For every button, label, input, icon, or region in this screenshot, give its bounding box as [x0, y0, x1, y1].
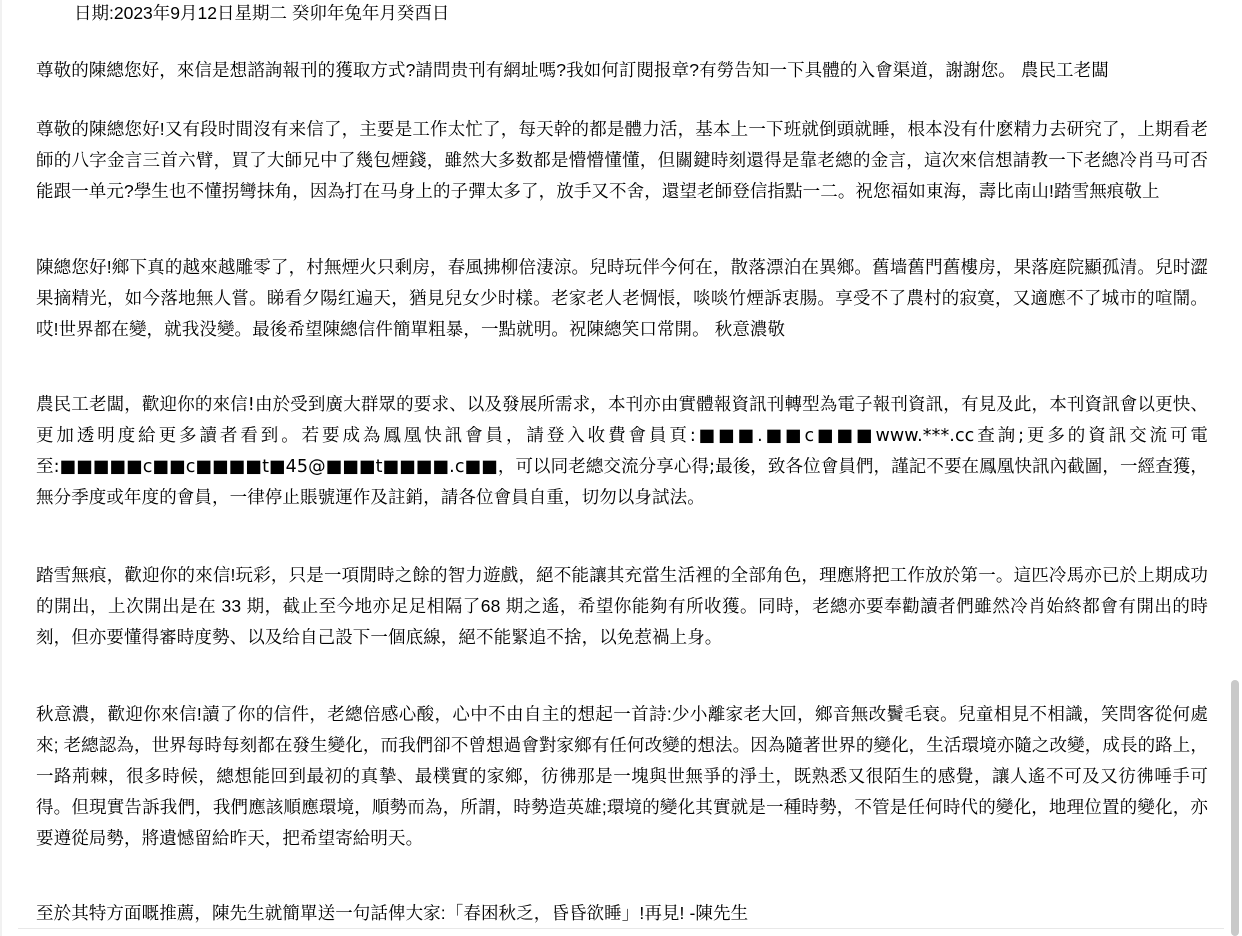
paragraph-1: 尊敬的陳總您好，來信是想諮詢報刊的獲取方式?請問贵刊有網址嗎?我如何訂閱报章?有勞告知一下具體的入會渠道，謝謝您。 農民工老闆	[36, 60, 1109, 80]
page-left-border	[0, 0, 2, 936]
paragraph-7: 至於其特方面嘅推薦，陳先生就簡單送一句話俾大家:「春困秋乏，昏昏欲睡」!再見! -陳先生	[36, 903, 749, 923]
document-body	[36, 0, 1208, 929]
paragraph-4: 農民工老闆，歡迎你的來信!由於受到廣大群眾的要求、以及發展所需求，本刊亦由實體報資訊刊轉型為電子報刊資訊，有見及此，本刊資訊會以更快、更加透明度給更多讀者看到。若要成為鳳凰快訊會員，請登入收費會員頁:■■■.■■c■■■www.***.cc查詢;更多的資訊交流可電至:■■■■■c■■c■■■■t■45@■■■t■■■■.c■■，可以同老總交流分享心得;最後，致各位會員們，謹記不要在鳳凰快訊內截圖，一經查獲，無分季度或年度的會員，一律停止賬號運作及註銷，請各位會員自重，切勿以身試法。	[36, 395, 1208, 508]
date-line: 日期:2023年9月12日星期二 癸卯年兔年月癸酉日	[74, 3, 450, 23]
paragraph-3: 陳總您好!鄉下真的越來越雕零了，村無煙火只剩房，春風拂柳倍淒涼。兒時玩伴今何在，散落漂泊在異鄉。舊墙舊門舊樓房，果落庭院顯孤清。兒时澀果摘精光，如今落地無人嘗。睇看夕陽红遍天，猶見兒女少时樣。老家老人老惆悵，啖啖竹煙訴衷腸。享受不了農村的寂寞，又適應不了城市的喧鬧。哎!世界都在變，就我没變。最後希望陳總信件簡單粗暴，一點就明。祝陳總笑口常開。 秋意濃敬	[36, 257, 1208, 339]
paragraph-2: 尊敬的陳總您好!又有段时間沒有来信了，主要是工作太忙了，每天幹的都是體力活，基本上一下班就倒頭就睡，根本没有什麽精力去研究了，上期看老師的八字金言三首六臂，買了大師兄中了幾包煙錢，雖然大多数都是懵懵懂懂，但關鍵時刻還得是靠老總的金言，這次來信想請教一下老總冷肖马可否能跟一单元?學生也不懂拐彎抹角，因為打在马身上的子彈太多了，放手又不舍，還望老師登信指點一二。祝您福如東海，壽比南山!踏雪無痕敬上	[36, 119, 1208, 201]
paragraph-5: 踏雪無痕，歡迎你的來信!玩彩，只是一項閒時之餘的智力遊戲，絕不能讓其充當生活裡的全部角色，理應將把工作放於第一。這匹冷馬亦已於上期成功的開出，上次開出是在 33 期，截止至今地亦足足相隔了68 期之遙，希望你能夠有所收獲。同時，老總亦要奉勸讀者們雖然冷肖始終都會有開出的時刻，但亦要懂得審時度勢、以及给自己設下一個底線，絕不能緊追不捨，以免惹禍上身。	[36, 565, 1208, 647]
spacer	[36, 514, 1208, 560]
spacer	[36, 26, 1208, 55]
spacer	[36, 86, 1208, 114]
vertical-scrollbar[interactable]	[1228, 0, 1242, 936]
page-bottom-divider	[18, 928, 1224, 929]
paragraph-6: 秋意濃，歡迎你來信!讀了你的信件，老總倍感心酸，心中不由自主的想起一首詩:少小離家老大回，鄉音無改鬢毛衰。兒童相見不相識，笑問客從何處來; 老總認為，世界每時每刻都在發生變化，而我們卻不曾想過會對家鄉有任何改變的想法。因為隨著世界的變化，生活環境亦隨之改變，成長的路上，一路荊棘，很多時候，總想能回到最初的真摯、最樸實的家鄉，彷彿那是一塊與世無爭的淨土，既熟悉又很陌生的感覺，讓人遙不可及又彷彿唾手可得。但現實告訴我們，我們應該順應環境，順勢而為，所謂，時勢造英雄;環境的變化其實就是一種時勢，不管是任何時代的變化，地理位置的變化，亦要遵從局勢，將遺憾留給昨天，把希望寄給明天。	[36, 704, 1208, 848]
spacer	[36, 345, 1208, 390]
spacer	[36, 653, 1208, 699]
vertical-scrollbar-thumb[interactable]	[1231, 680, 1239, 936]
spacer	[36, 207, 1208, 252]
spacer	[36, 854, 1208, 898]
